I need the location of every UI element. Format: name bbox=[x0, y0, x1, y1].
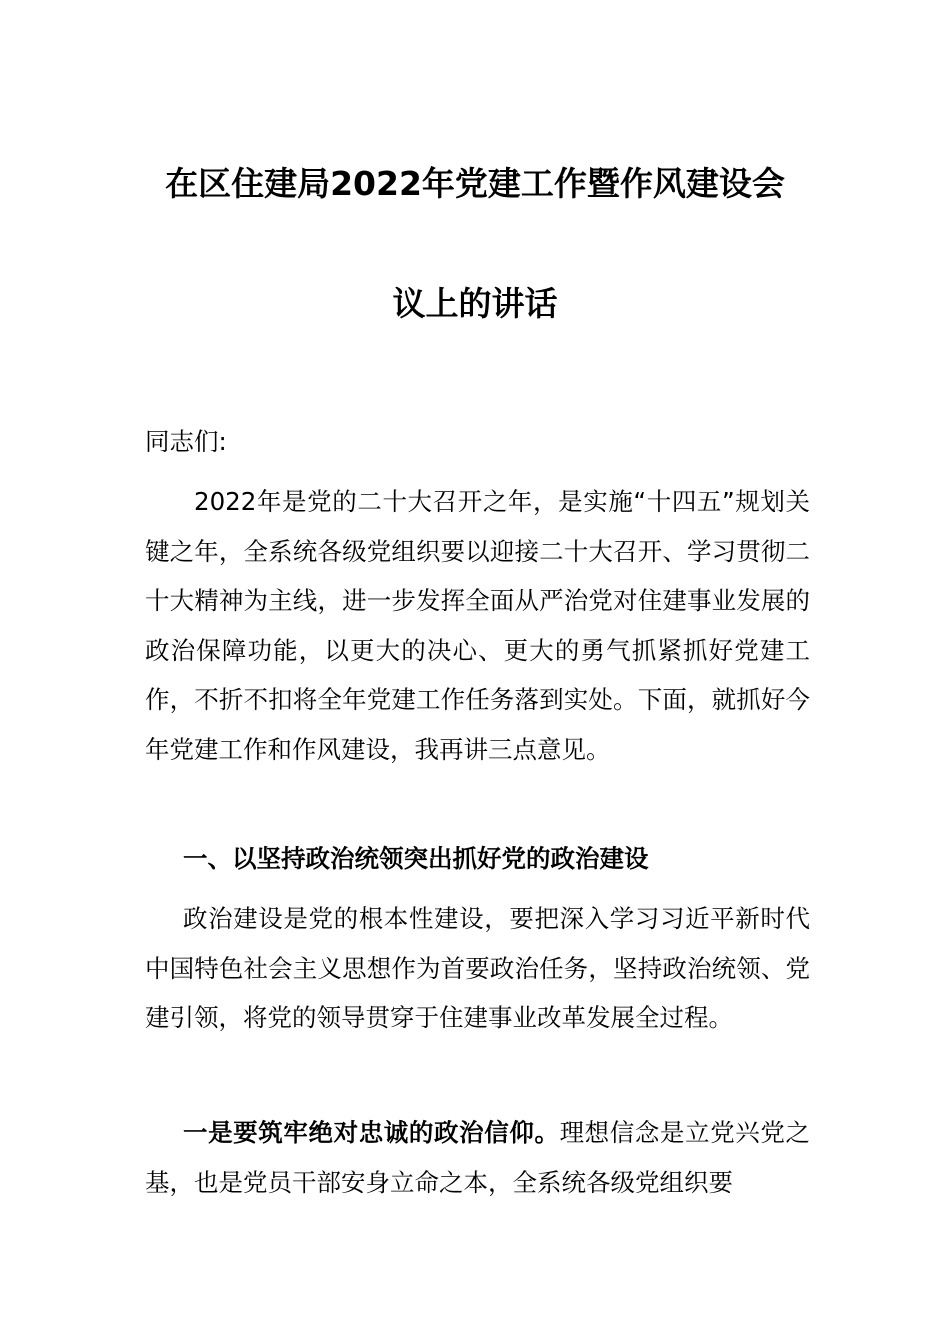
document-title-line-1: 在区住建局2022年党建工作暨作风建设会 bbox=[165, 164, 785, 203]
paragraph-intro: 2022年是党的二十大召开之年，是实施“十四五”规划关键之年，全系统各级党组织要以迎接二十大召开、学习贯彻二十大精神为主线，进一步发挥全面从严治党对住建事业发展的政治保障功能，以更大的决心、更大的勇气抓紧抓好党建工作，不折不扣将全年党建工作任务落到实处。下面，就抓好今年党建工作和作风建设，我再讲三点意见。 bbox=[145, 487, 810, 764]
paragraph-loyalty bbox=[145, 1108, 810, 1207]
section-heading-1: 一、以坚持政治统领突出抓好党的政治建设 bbox=[182, 844, 649, 873]
paragraph-body-text: 理想信念是立党兴党之基，也是党员干部安身立命之本，全系统各级党组织要 bbox=[145, 1118, 811, 1197]
paragraph-political-construction: 政治建设是党的根本性建设，要把深入学习习近平新时代中国特色社会主义思想作为首要政治任务，坚持政治统领、党建引领，将党的领导贯穿于住建事业改革发展全过程。 bbox=[145, 904, 810, 1032]
paragraph-lead-sentence: 一是要筑牢绝对忠诚的政治信仰。 bbox=[182, 1118, 560, 1147]
document-title-line-2: 议上的讲话 bbox=[392, 284, 558, 323]
salutation: 同志们: bbox=[145, 427, 227, 456]
